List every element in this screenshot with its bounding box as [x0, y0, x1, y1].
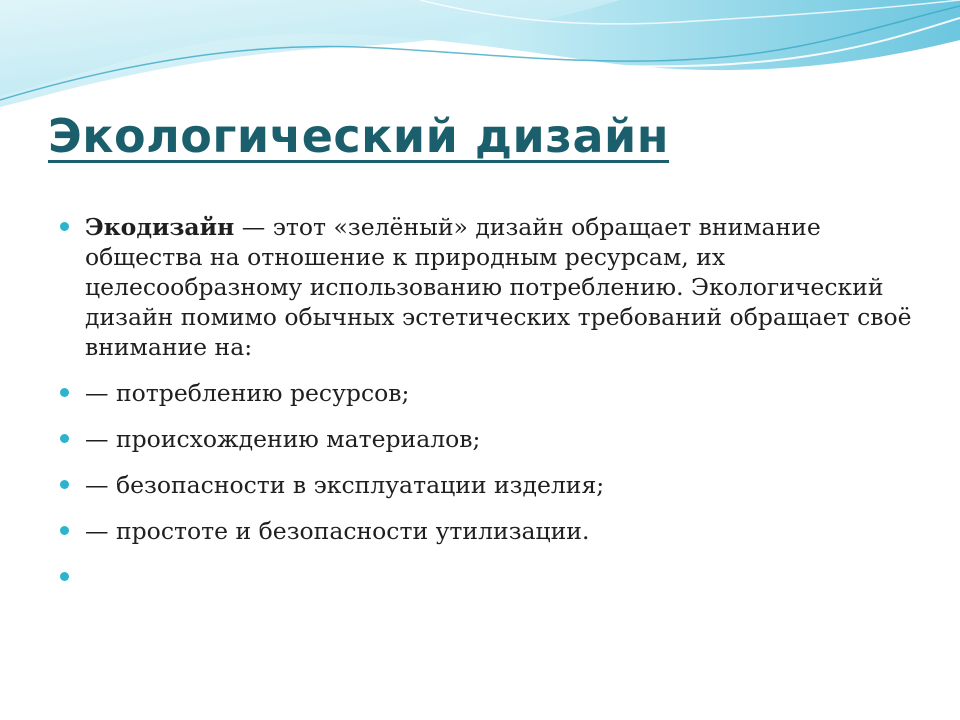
bullet-dot-icon: [60, 526, 69, 535]
list-item-intro: [58, 212, 918, 362]
bullet-dot-icon: [60, 572, 69, 581]
list-item-text: — потреблению ресурсов;: [85, 379, 410, 407]
list-item: [58, 424, 918, 454]
slide-title: Экологический дизайн: [48, 109, 670, 163]
bullet-dot-icon: [60, 388, 69, 397]
list-item: [58, 516, 918, 546]
wave-front: [0, 0, 620, 108]
list-item-empty: [58, 562, 918, 592]
intro-description: — этот «зелёный» дизайн обращает внимание общества на отношение к природным ресурсам, их целесообразному использованию потреблению. Экологический дизайн помимо обычных эстетических требований обращает своё внимание на:: [85, 213, 912, 361]
list-item: [58, 470, 918, 500]
bullet-dot-icon: [60, 222, 69, 231]
intro-text: [85, 212, 918, 362]
bullet-dot-icon: [60, 480, 69, 489]
bullet-list: [58, 212, 918, 592]
list-item: [58, 378, 918, 408]
list-item-text: — простоте и безопасности утилизации.: [85, 517, 590, 545]
list-item-text: — происхождению материалов;: [85, 425, 481, 453]
list-item-text: — безопасности в эксплуатации изделия;: [85, 471, 605, 499]
bullet-dot-icon: [60, 434, 69, 443]
term-ecodesign: Экодизайн: [85, 213, 235, 241]
